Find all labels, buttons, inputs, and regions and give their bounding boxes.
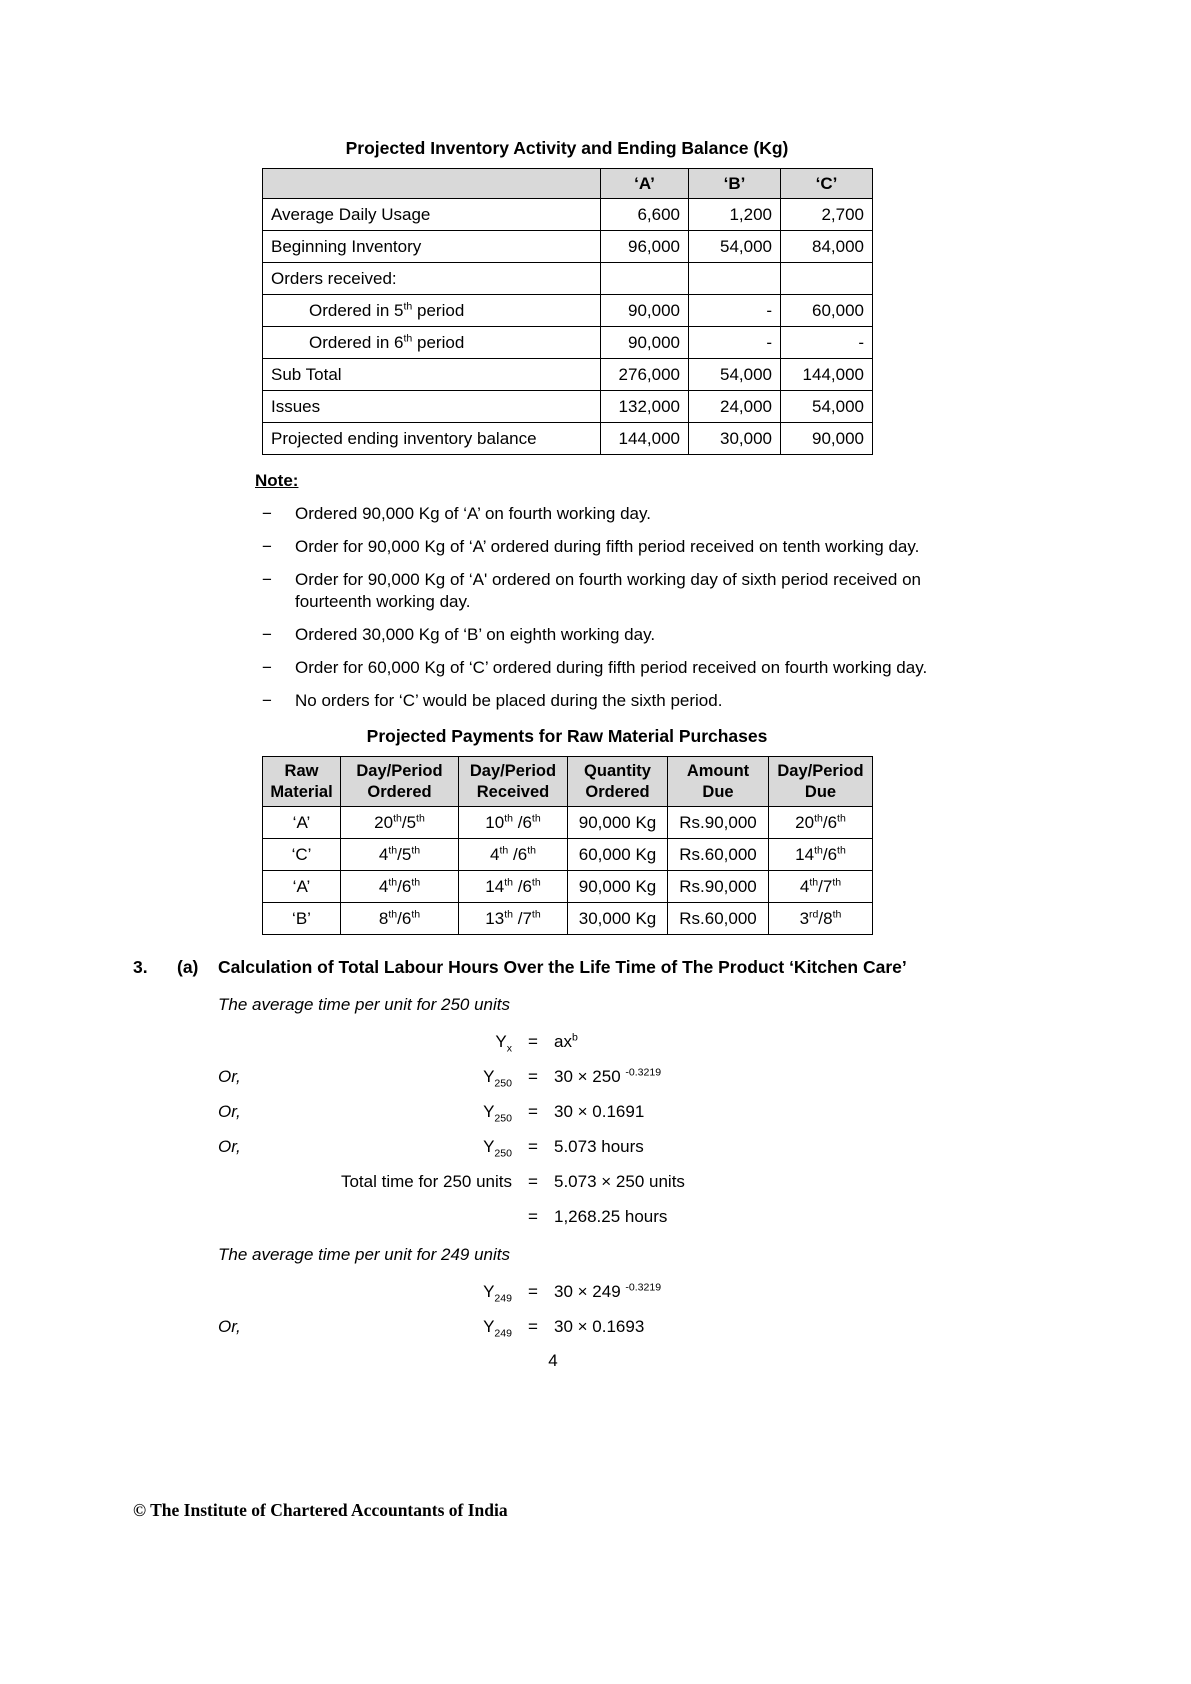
cell-value: 96,000 [601,231,689,263]
cell-value: - [689,295,781,327]
cell-value: 144,000 [601,423,689,455]
note-item-text: Ordered 30,000 Kg of ‘B’ on eighth working day. [295,625,656,644]
cell-ordered: 4th/6th [341,871,459,903]
cell-value: 90,000 [601,295,689,327]
header-day-due: Day/Period Due [769,757,873,807]
equation-rhs: 30 × 0.1693 [554,1317,645,1336]
equation-block-249 [133,1281,1058,1338]
row-label: Orders received: [263,263,601,295]
equation-rhs: 1,268.25 hours [554,1207,668,1226]
cell-due: 20th/6th [769,807,873,839]
dash-bullet: − [262,570,272,589]
equals-sign: = [528,1317,538,1336]
cell-due: 14th/6th [769,839,873,871]
dash-bullet: − [262,625,272,644]
table-row [263,903,873,935]
cell-received: 14th /6th [459,871,568,903]
cell-material: ‘C’ [263,839,341,871]
cell-value: 90,000 [601,327,689,359]
equation-lhs: $Y_{249}$ [483,1282,512,1305]
table-row [263,199,873,231]
dash-bullet: − [262,691,272,710]
cell-value: 2,700 [781,199,873,231]
page-number: 4 [548,1351,558,1370]
cell-ordered: 8th/6th [341,903,459,935]
cell-value: 6,600 [601,199,689,231]
equation-or: Or, [218,1317,241,1336]
cell-value: - [689,327,781,359]
list-item [262,624,1002,646]
inventory-table-title: Projected Inventory Activity and Ending Balance (Kg) [345,138,789,158]
equation-row [133,1171,1058,1193]
list-item [262,690,1002,712]
table-row [263,423,873,455]
dash-bullet: − [262,658,272,677]
cell-value: 54,000 [689,231,781,263]
equation-or: Or, [218,1067,241,1086]
table-row [263,295,873,327]
row-label: Projected ending inventory balance [263,423,601,455]
intro-paragraph-250: The average time per unit for 250 units [218,995,510,1014]
table-row [263,231,873,263]
dash-bullet: − [262,504,272,523]
equals-sign: = [528,1067,538,1086]
section-title: Calculation of Total Labour Hours Over the Life Time of The Product ‘Kitchen Care’ [218,957,907,977]
equals-sign: = [528,1137,538,1156]
note-section [133,471,1058,712]
cell-material: ‘A’ [263,871,341,903]
header-col-c: ‘C’ [781,169,873,199]
equation-or: Or, [218,1137,241,1156]
note-item-text: Order for 90,000 Kg of ‘A' ordered on fourth working day of sixth period received on fourteenth working day. [295,570,921,611]
cell-quantity: 90,000 Kg [568,871,668,903]
section-letter: (a) [177,957,199,977]
cell-value: 24,000 [689,391,781,423]
equation-row [133,1281,1058,1303]
equation-row [133,1316,1058,1338]
cell-material: ‘A’ [263,807,341,839]
cell-amount: Rs.60,000 [668,903,769,935]
cell-value [781,263,873,295]
equation-lhs: $Y_{250}$ [483,1137,512,1160]
note-item-text: No orders for ‘C’ would be placed during the sixth period. [295,691,723,710]
list-item [262,569,1002,613]
list-item [262,503,1002,525]
cell-ordered: 4th/5th [341,839,459,871]
equation-row [133,1031,1058,1053]
note-item-text: Order for 60,000 Kg of ‘C’ ordered during fifth period received on fourth working day. [295,658,928,677]
row-label: Beginning Inventory [263,231,601,263]
cell-quantity: 90,000 Kg [568,807,668,839]
equation-rhs: 5.073 hours [554,1137,644,1156]
header-amount-due: Amount Due [668,757,769,807]
cell-due: 4th/7th [769,871,873,903]
cell-value: 54,000 [781,391,873,423]
cell-material: ‘B’ [263,903,341,935]
cell-amount: Rs.90,000 [668,871,769,903]
equation-row [133,1101,1058,1123]
table-row [263,807,873,839]
section-number: 3. [133,957,148,977]
table-row [263,391,873,423]
cell-due: 3rd/8th [769,903,873,935]
cell-value: 90,000 [781,423,873,455]
note-item-text: Order for 90,000 Kg of ‘A’ ordered during fifth period received on tenth working day. [295,537,920,556]
list-item [262,657,1002,679]
cell-value: 30,000 [689,423,781,455]
cell-received: 4th /6th [459,839,568,871]
row-label: Ordered in 5th period [263,295,601,327]
cell-ordered: 20th/5th [341,807,459,839]
equals-sign: = [528,1172,538,1191]
cell-value: 60,000 [781,295,873,327]
table-row [263,263,873,295]
cell-amount: Rs.60,000 [668,839,769,871]
equals-sign: = [528,1282,538,1301]
header-raw-material: Raw Material [263,757,341,807]
cell-received: 10th /6th [459,807,568,839]
cell-amount: Rs.90,000 [668,807,769,839]
cell-value: 144,000 [781,359,873,391]
equation-row [133,1066,1058,1088]
cell-value: 84,000 [781,231,873,263]
payments-table [262,756,873,935]
equals-sign: = [528,1102,538,1121]
cell-value: 1,200 [689,199,781,231]
cell-value: 54,000 [689,359,781,391]
header-col-b: ‘B’ [689,169,781,199]
equation-rhs: 30 × 249 $^{-0.3219}$ [554,1281,662,1301]
equation-row [133,1206,1058,1228]
row-label: Sub Total [263,359,601,391]
equation-lhs: $Y_{250}$ [483,1102,512,1125]
equation-or: Or, [218,1102,241,1121]
equation-lhs: $Y_{249}$ [483,1317,512,1340]
equals-sign: = [528,1032,538,1051]
equation-lhs: Total time for 250 units [340,1172,512,1191]
equation-rhs: 30 × 250 $^{-0.3219}$ [554,1066,662,1086]
cell-value [689,263,781,295]
row-label: Issues [263,391,601,423]
payments-table-title: Projected Payments for Raw Material Purchases [366,726,768,746]
cell-received: 13th /7th [459,903,568,935]
table-row [263,871,873,903]
cell-value: 276,000 [601,359,689,391]
header-quantity: Quantity Ordered [568,757,668,807]
payments-header-row [263,757,873,807]
note-heading: Note: [255,471,299,490]
table-row [263,839,873,871]
equation-rhs: 5.073 × 250 units [554,1172,685,1191]
equals-sign: = [528,1207,538,1226]
cell-value: 132,000 [601,391,689,423]
table-row [263,327,873,359]
equation-lhs: $Y_x$ [495,1032,512,1055]
inventory-table [262,168,873,455]
header-day-ordered: Day/Period Ordered [341,757,459,807]
footer-copyright: © The Institute of Chartered Accountants of India [133,1500,508,1520]
equation-block-250 [133,1031,1058,1228]
header-day-received: Day/Period Received [459,757,568,807]
equation-lhs: $Y_{250}$ [483,1067,512,1090]
cell-value [601,263,689,295]
cell-quantity: 30,000 Kg [568,903,668,935]
inventory-header-row [263,169,873,199]
equation-rhs: 30 × 0.1691 [554,1102,645,1121]
equation-row [133,1136,1058,1158]
equation-rhs: $ax^b$ [554,1031,578,1051]
table-row [263,359,873,391]
note-item-text: Ordered 90,000 Kg of ‘A’ on fourth working day. [295,504,651,523]
row-label: Ordered in 6th period [263,327,601,359]
intro-paragraph-249: The average time per unit for 249 units [218,1245,510,1264]
dash-bullet: − [262,537,272,556]
header-empty-cell [263,169,601,199]
list-item [262,536,1002,558]
cell-value: - [781,327,873,359]
cell-quantity: 60,000 Kg [568,839,668,871]
header-col-a: ‘A’ [601,169,689,199]
row-label: Average Daily Usage [263,199,601,231]
section-heading [133,957,1058,978]
